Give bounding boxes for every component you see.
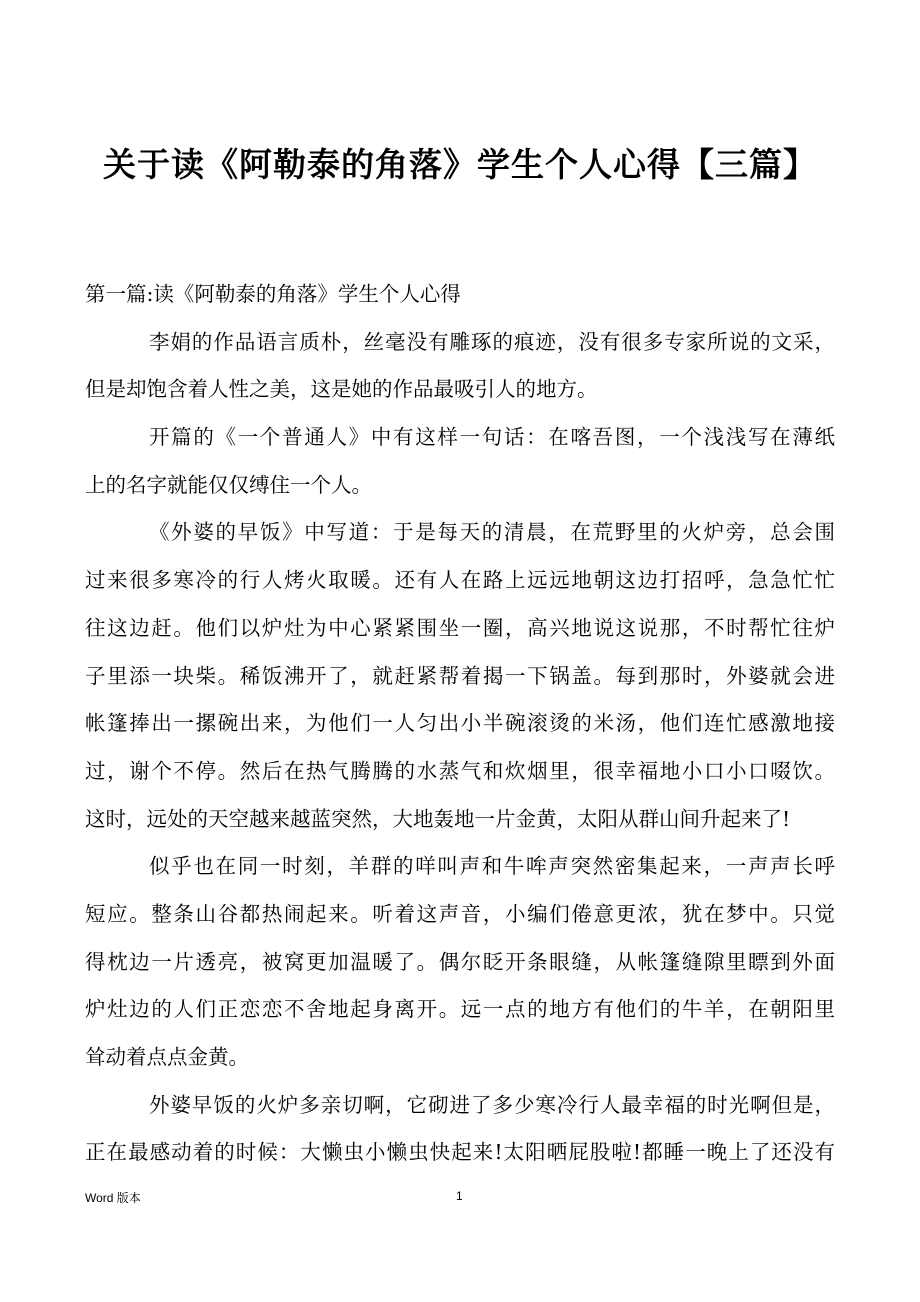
paragraph <box>85 509 835 843</box>
paragraph <box>85 843 835 1081</box>
footer-label: Word 版本 <box>85 1191 141 1205</box>
paragraph <box>85 414 835 509</box>
text-line: 外婆早饭的火炉多亲切啊，它砌进了多少寒冷行人最幸福的时光啊但是， <box>149 1092 835 1117</box>
paragraph <box>85 319 835 414</box>
text-line: 耸动着点点金黄。 <box>85 1045 249 1069</box>
text-line: 往这边赶。他们以炉灶为中心紧紧围坐一圈，高兴地说这说那，不时帮忙往炉 <box>85 615 835 640</box>
text-line: 上的名字就能仅仅缚住一个人。 <box>85 472 372 497</box>
text-line: 短应。整条山谷都热闹起来。听着这声音，小编们倦意更浓，犹在梦中。只觉 <box>85 901 835 926</box>
text-line: 开篇的《一个普通人》中有这样一句话：在喀吾图，一个浅浅写在薄纸 <box>149 425 835 450</box>
document-title: 关于读《阿勒泰的角落》学生个人心得【三篇】 <box>103 145 817 184</box>
text-line: 这时，远处的天空越来越蓝突然，大地轰地一片金黄，太阳从群山间升起来了! <box>85 806 791 831</box>
paragraphs <box>85 319 835 1177</box>
text-line: 但是却饱含着人性之美，这是她的作品最吸引人的地方。 <box>85 377 598 402</box>
text-line: 过，谢个不停。然后在热气腾腾的水蒸气和炊烟里，很幸福地小口小口啜饮。 <box>85 758 835 783</box>
text-line: 炉灶边的人们正恋恋不舍地起身离开。远一点的地方有他们的牛羊，在朝阳里 <box>85 997 835 1022</box>
text-line: 正在最感动着的时候：大懒虫小懒虫快起来!太阳晒屁股啦!都睡一晚上了还没有 <box>85 1140 835 1165</box>
text-line: 似乎也在同一时刻，羊群的咩叫声和牛哞声突然密集起来，一声声长呼 <box>149 854 835 879</box>
text-line: 《外婆的早饭》中写道：于是每天的清晨，在荒野里的火炉旁，总会围 <box>149 520 835 545</box>
text-line: 过来很多寒冷的行人烤火取暖。还有人在路上远远地朝这边打招呼，急急忙忙 <box>85 568 835 593</box>
text-line: 得枕边一片透亮，被窝更加温暖了。偶尔眨开条眼缝，从帐篷缝隙里瞟到外面 <box>85 949 835 974</box>
text-line: 李娟的作品语言质朴，丝毫没有雕琢的痕迹，没有很多专家所说的文采， <box>149 329 835 354</box>
section-heading: 第一篇:读《阿勒泰的角落》学生个人心得 <box>85 282 461 306</box>
text-line: 帐篷捧出一摞碗出来，为他们一人匀出小半碗滚烫的米汤，他们连忙感激地接 <box>85 711 835 736</box>
document-body <box>85 271 835 1177</box>
page-number: 1 <box>456 1189 463 1203</box>
paragraph <box>85 1082 835 1177</box>
text-line: 子里添一块柴。稀饭沸开了，就赶紧帮着揭一下锅盖。每到那时，外婆就会进 <box>85 663 835 688</box>
